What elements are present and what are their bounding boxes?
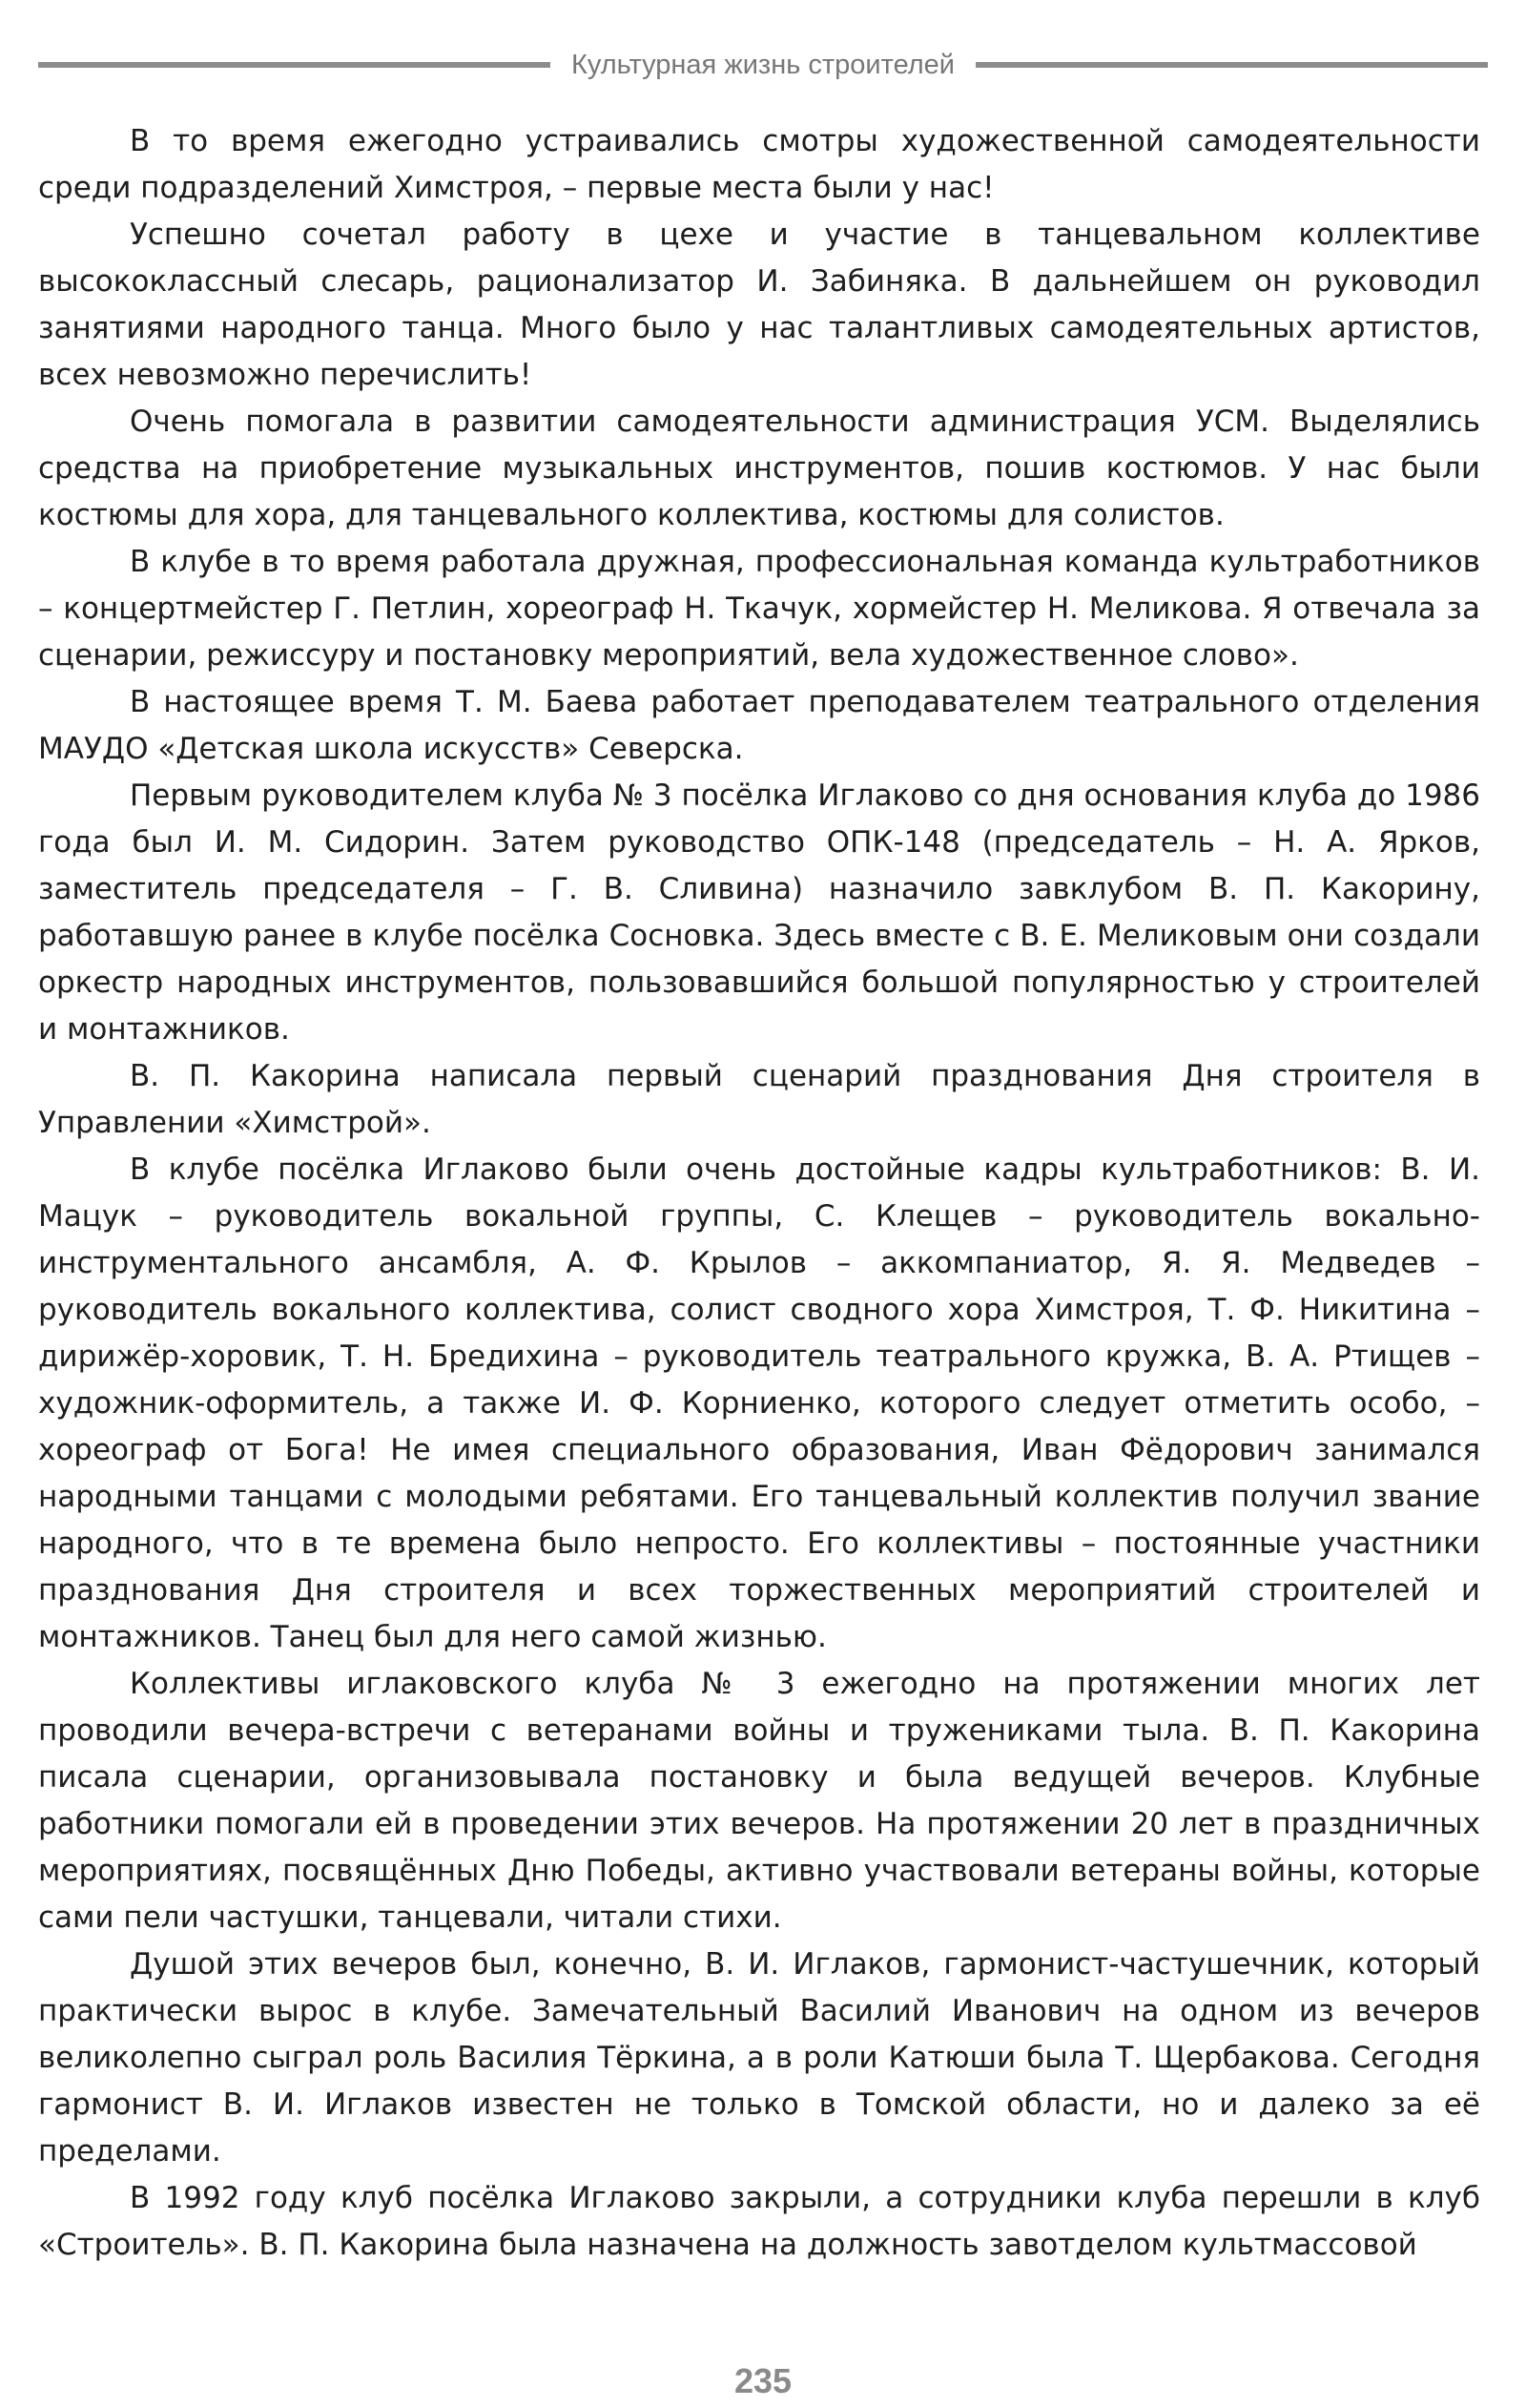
running-header <box>38 44 1488 86</box>
paragraph: Успешно сочетал работу в цехе и участие в танцевальном коллективе высококлассный слесарь, рационализатор И. Забиняка. В дальнейшем он руководил занятиями народного танца. Много было у нас талантливых самодеятельных артистов, всех невозможно перечислить! <box>38 218 1480 392</box>
header-rule-left <box>38 62 550 68</box>
paragraph: Коллективы иглаковского клуба № 3 ежегодно на протяжении многих лет проводили вечера-встречи с ветеранами войны и тружениками тыла. В. П. Какорина писала сценарии, организовывала постановку и была ведущей вечеров. Клубные работники помогали ей в проведении этих вечеров. На протяжении 20 лет в праздничных мероприятиях, посвящённых Дню Победы, активно участвовали ветераны войны, которые сами пели частушки, танцевали, читали стихи. <box>38 1667 1480 1935</box>
paragraph: Первым руководителем клуба № 3 посёлка Иглаково со дня основания клуба до 1986 года был И. М. Сидорин. Затем руководство ОПК-148 (председатель – Н. А. Ярков, заместитель председателя – Г. В. Сливина) назначило завклубом В. П. Какорину, работавшую ранее в клубе посёлка Сосновка. Здесь вместе с В. Е. Меликовым они создали оркестр народных инструментов, пользовавшийся большой популярностью у строителей и монтажников. <box>38 778 1480 1047</box>
running-title: Культурная жизнь строителей <box>570 49 956 80</box>
paragraph: В. П. Какорина написала первый сценарий празднования Дня строителя в Управлении «Химстрой». <box>38 1059 1480 1140</box>
page-number: 235 <box>733 2361 793 2400</box>
paragraph: В 1992 году клуб посёлка Иглаково закрыли, а сотрудники клуба перешли в клуб «Строитель». В. П. Какорина была назначена на должность завотделом культмассовой <box>38 2181 1480 2262</box>
paragraph: Душой этих вечеров был, конечно, В. И. Иглаков, гармонист-частушечник, который практически вырос в клубе. Замечательный Василий Иванович на одном из вечеров великолепно сыграл роль Василия Тёркина, а в роли Катюши была Т. Щербакова. Сегодня гармонист В. И. Иглаков известен не только в Томской области, но и далеко за её пределами. <box>38 1947 1480 2169</box>
header-rule-right <box>976 62 1488 68</box>
paragraph: Очень помогала в развитии самодеятельности администрация УСМ. Выделялись средства на приобретение музыкальных инструментов, пошив костюмов. У нас были костюмы для хора, для танцевального коллектива, костюмы для солистов. <box>38 405 1480 532</box>
paragraph: В клубе посёлка Иглаково были очень достойные кадры культработников: В. И. Мацук – руководитель вокальной группы, С. Клещев – руководитель вокально-инструментального ансамбля, А. Ф. Крылов – аккомпаниатор, Я. Я. Медведев – руководитель вокального коллектива, солист сводного хора Химстроя, Т. Ф. Никитина – дирижёр-хоровик, Т. Н. Бредихина – руководитель театрального кружка, В. А. Ртищев – художник-оформитель, а также И. Ф. Корниенко, которого следует отметить особо, – хореограф от Бога! Не имея специального образования, Иван Фёдорович занимался народными танцами с молодыми ребятами. Его танцевальный коллектив получил звание народного, что в те времена было непросто. Его коллективы – постоянные участники празднования Дня строителя и всех торжественных мероприятий строителей и монтажников. Танец был для него самой жизнью. <box>38 1152 1480 1654</box>
paragraph: В то время ежегодно устраивались смотры художественной самодеятельности среди подразделений Химстроя, – первые места были у нас! <box>38 124 1480 205</box>
paragraph: В клубе в то время работала дружная, профессиональная команда культработников – концертмейстер Г. Петлин, хореограф Н. Ткачук, хормейстер Н. Меликова. Я отвечала за сценарии, режиссуру и постановку мероприятий, вела художественное слово». <box>38 545 1480 673</box>
body-text <box>38 118 1480 2269</box>
paragraph: В настоящее время Т. М. Баева работает преподавателем театрального отделения МАУДО «Детская школа искусств» Северска. <box>38 685 1480 766</box>
